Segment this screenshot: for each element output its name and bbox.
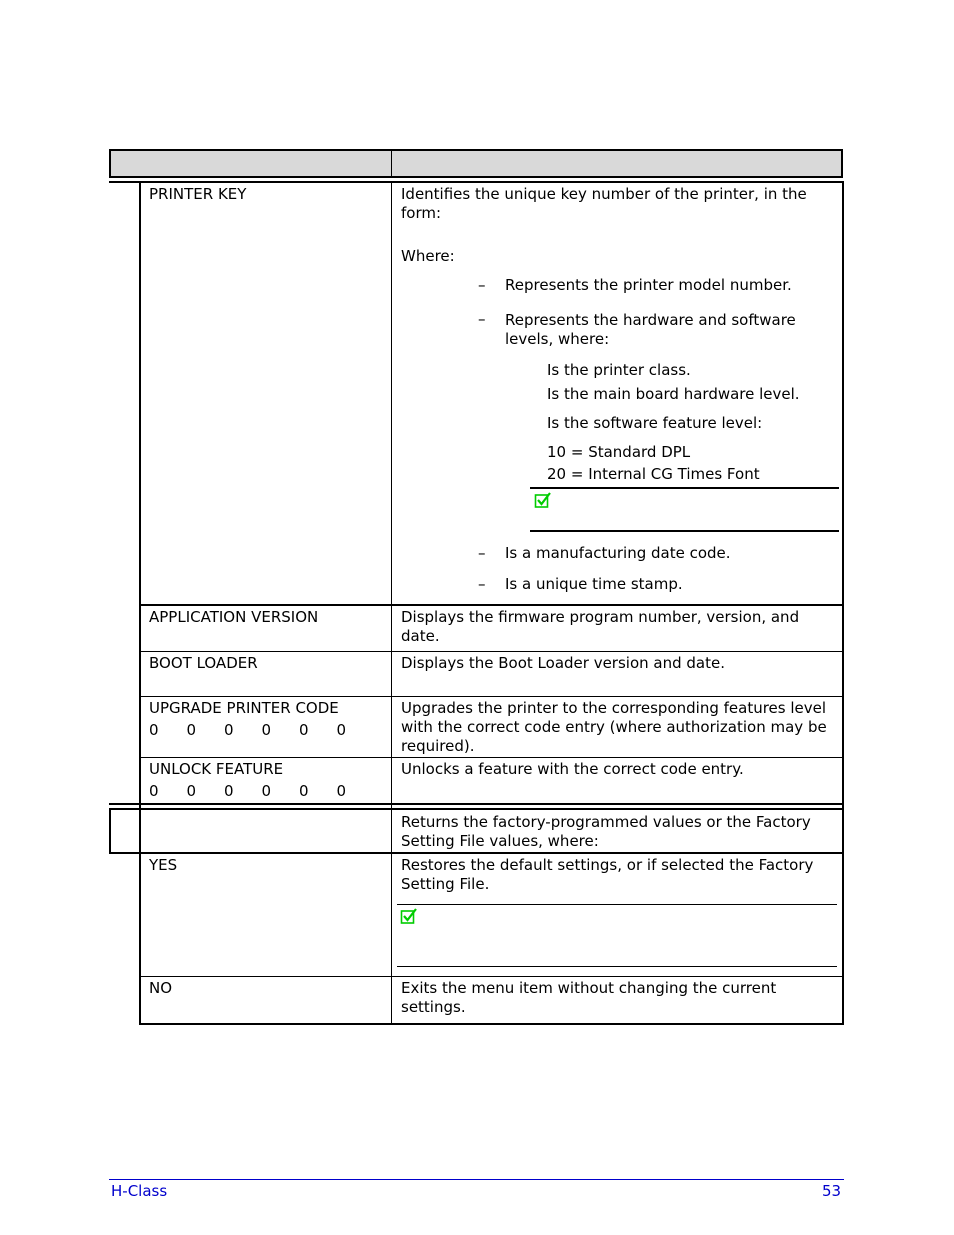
row-rule [139, 604, 844, 606]
bullet-text: Represents the hardware and software levels, where: [505, 311, 796, 348]
code-digit: 0 [224, 721, 234, 739]
table-header [109, 149, 843, 178]
item-label: APPLICATION VERSION [149, 608, 319, 626]
row-rule [139, 696, 844, 697]
subheading-left-border [109, 808, 111, 854]
where-label: Where: [401, 247, 455, 265]
item-description: Identifies the unique key number of the printer, in the form: [401, 185, 807, 222]
item-description: Unlocks a feature with the correct code entry. [401, 760, 744, 778]
dash-bullet: – [478, 310, 486, 328]
item-description: Returns the factory-programmed values or the Factory Setting File values, where: [401, 813, 811, 850]
row-rule [139, 651, 844, 652]
row-rule [139, 757, 844, 758]
note-bottom-rule [397, 966, 837, 967]
item-label: YES [149, 856, 178, 874]
code-digit: 0 [186, 721, 197, 739]
code-digit: 0 [224, 782, 234, 800]
item-description: Restores the default settings, or if selected the Factory Setting File. [401, 856, 814, 893]
bullet-text: Represents the printer model number. [505, 276, 792, 294]
item-description: Upgrades the printer to the corresponding features level with the correct code entry (where authorization may be required). [401, 699, 827, 755]
code-digit: 0 [261, 721, 272, 739]
code-digit: 0 [299, 721, 309, 739]
item-label: PRINTER KEY [149, 185, 247, 203]
note-top-rule [397, 904, 837, 905]
header-bottom-rule [109, 181, 844, 183]
code-digit: 0 [149, 782, 159, 800]
footer-title: H-Class [111, 1182, 168, 1200]
level-item: 10 = Standard DPL [547, 443, 691, 461]
code-digit: 0 [299, 782, 309, 800]
code-digit: 0 [149, 721, 159, 739]
code-digit: 0 [186, 782, 197, 800]
code-digit: 0 [336, 721, 347, 739]
dash-bullet: – [478, 276, 486, 294]
code-digits [149, 782, 374, 801]
item-label: UNLOCK FEATURE [149, 760, 284, 778]
table-bottom-border [139, 1023, 844, 1025]
row-rule [139, 976, 844, 977]
header-divider [391, 151, 392, 177]
row-rule [109, 808, 844, 810]
page-number: 53 [822, 1182, 842, 1200]
footer-rule [109, 1179, 844, 1180]
code-digit: 0 [336, 782, 347, 800]
dash-bullet: – [478, 544, 486, 562]
bullet-text: Is a unique time stamp. [505, 575, 683, 593]
item-description: Displays the Boot Loader version and date. [401, 654, 725, 672]
item-description: Exits the menu item without changing the current settings. [401, 979, 777, 1016]
item-label: NO [149, 979, 173, 997]
note-bottom-rule [530, 530, 839, 532]
item-description: Displays the firmware program number, version, and date. [401, 608, 800, 645]
item-label: BOOT LOADER [149, 654, 258, 672]
item-label: UPGRADE PRINTER CODE [149, 699, 339, 717]
code-digits [149, 721, 374, 740]
code-digit: 0 [261, 782, 272, 800]
bullet-text: Is a manufacturing date code. [505, 544, 731, 562]
row-rule [109, 852, 844, 854]
note-top-rule [530, 487, 839, 489]
check-box-icon [400, 907, 418, 925]
check-box-icon [534, 491, 552, 509]
row-rule [109, 803, 844, 805]
level-item: 20 = Internal CG Times Font [547, 465, 760, 483]
sub-item: Is the main board hardware level. [547, 385, 800, 403]
dash-bullet: – [478, 575, 486, 593]
sub-item: Is the software feature level: [547, 414, 763, 432]
sub-item: Is the printer class. [547, 361, 691, 379]
